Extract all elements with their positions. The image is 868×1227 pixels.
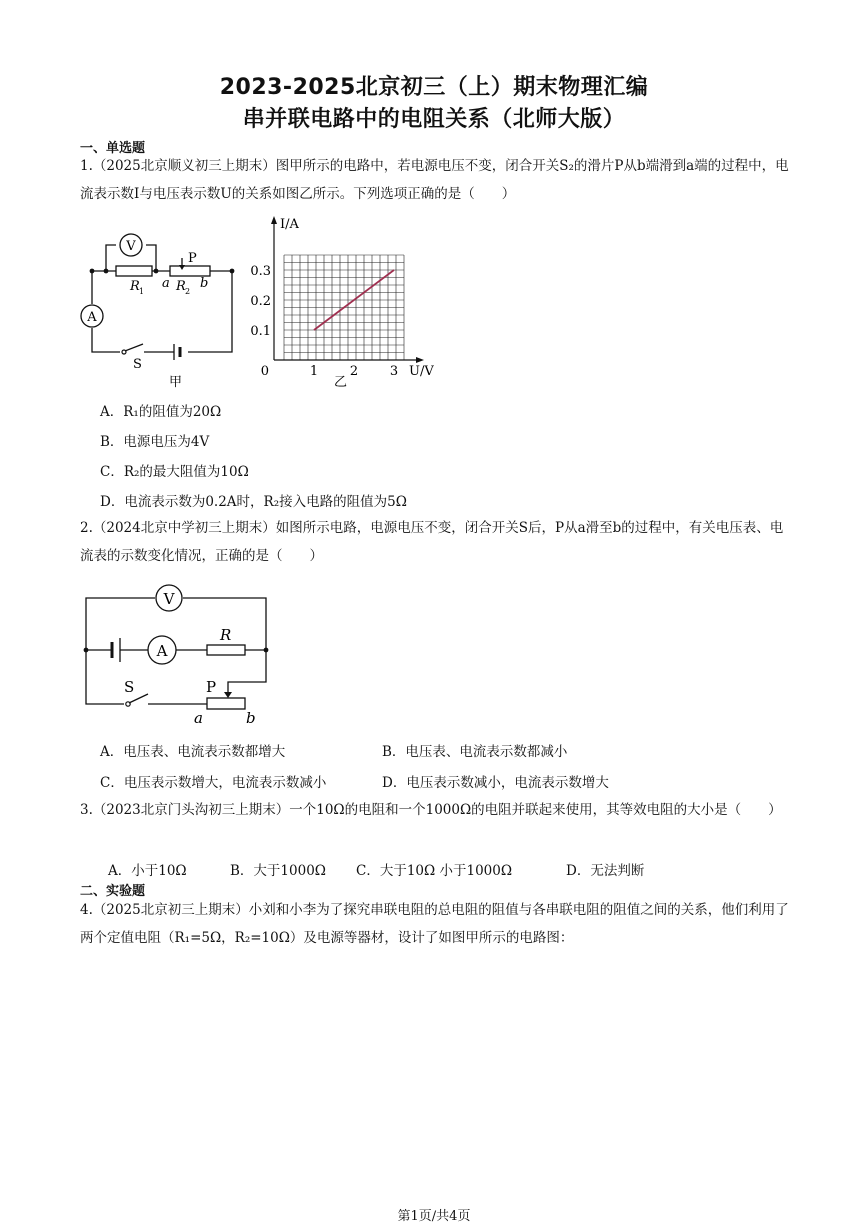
figure-jia-caption: 甲 <box>169 375 183 390</box>
switch-s <box>125 344 143 351</box>
point-b-label: b <box>246 709 256 727</box>
y-tick-label: 0.1 <box>250 324 271 339</box>
switch-label: S <box>133 357 142 372</box>
q2-circuit-figure <box>80 580 280 730</box>
q2-option-a[interactable]: A．电压表、电流表示数都增大 <box>100 744 286 760</box>
x-axis-label: U/V <box>409 364 434 379</box>
rheostat <box>207 698 245 709</box>
rheostat-r2 <box>170 266 210 276</box>
voltmeter-label: V <box>126 239 136 254</box>
q3-option-d[interactable]: D．无法判断 <box>566 863 645 879</box>
page-footer: 第1页/共4页 <box>397 1209 471 1224</box>
voltmeter-label: V <box>163 590 175 608</box>
q3-option-c[interactable]: C．大于10Ω 小于1000Ω <box>356 863 513 879</box>
q2-option-c[interactable]: C．电压表示数增大，电流表示数减小 <box>100 775 327 791</box>
switch-label: S <box>124 678 135 696</box>
y-tick-label: 0.2 <box>250 294 271 309</box>
q2-stem: 2.（2024北京中学初三上期末）如图所示电路，电源电压不变，闭合开关S后，P从a滑至b的过程中，有关电压表、电流表的示数变化情况，正确的是（ ） <box>80 520 784 564</box>
origin-label: 0 <box>260 364 269 379</box>
q2-option-b[interactable]: B．电压表、电流表示数都减小 <box>382 744 568 760</box>
doc-title-line1: 2023-2025北京初三（上）期末物理汇编 <box>219 75 649 100</box>
y-axis-label: I/A <box>280 217 299 232</box>
q1-circuit-figure <box>74 224 244 396</box>
ammeter-label: A <box>156 642 168 660</box>
doc-title-line2: 串并联电路中的电阻关系（北师大版） <box>242 107 626 132</box>
section-experiment: 二、实验题 <box>80 884 146 899</box>
section-single-choice: 一、单选题 <box>80 141 146 156</box>
q1-iu-graph <box>244 210 444 390</box>
q1-option-b[interactable]: B．电源电压为4V <box>100 434 210 450</box>
point-a-label: a <box>162 276 170 291</box>
q1-option-d[interactable]: D．电流表示数为0.2A时，R₂接入电路的阻值为5Ω <box>100 494 407 510</box>
x-tick-label: 3 <box>389 364 399 379</box>
q1-stem: 1.（2025北京顺义初三上期末）图甲所示的电路中，若电源电压不变，闭合开关S₂的滑片P从b端滑到a端的过程中，电流表示数I与电压表示数U的关系如图乙所示。下列选项正确的是（ ） <box>80 158 789 202</box>
figure-yi-caption: 乙 <box>334 375 348 390</box>
q3-stem: 3.（2023北京门头沟初三上期末）一个10Ω的电阻和一个1000Ω的电阻并联起来使用，其等效电阻的大小是（ ） <box>80 802 782 818</box>
q1-option-a[interactable]: A．R₁的阻值为20Ω <box>100 404 222 420</box>
r2-subscript: 2 <box>185 287 191 296</box>
r1-label: R <box>130 279 140 294</box>
slider-p-label: P <box>188 251 197 266</box>
x-tick-label: 1 <box>309 364 319 379</box>
resistor-r1 <box>116 266 152 276</box>
y-tick-label: 0.3 <box>250 264 271 279</box>
r2-label: R <box>176 279 186 294</box>
point-a-label: a <box>194 709 203 727</box>
slider-p-label: P <box>206 678 217 696</box>
q1-option-c[interactable]: C．R₂的最大阻值为10Ω <box>100 464 249 480</box>
q3-option-a[interactable]: A．小于10Ω <box>108 863 187 879</box>
q3-option-b[interactable]: B．大于1000Ω <box>230 863 326 879</box>
resistor-r <box>207 645 245 655</box>
q2-option-d[interactable]: D．电压表示数减小，电流表示数增大 <box>382 775 609 791</box>
q4-stem: 4.（2025北京初三上期末）小刘和小李为了探究串联电阻的总电阻的阻值与各串联电阻的阻值之间的关系，他们利用了两个定值电阻（R₁=5Ω，R₂=10Ω）及电源等器材，设计了如图甲所示的电路图： <box>80 902 789 946</box>
ammeter-label: A <box>87 310 97 325</box>
point-b-label: b <box>200 276 209 291</box>
x-tick-label: 2 <box>349 364 359 379</box>
resistor-r-label: R <box>220 626 232 644</box>
r1-subscript: 1 <box>139 287 145 296</box>
